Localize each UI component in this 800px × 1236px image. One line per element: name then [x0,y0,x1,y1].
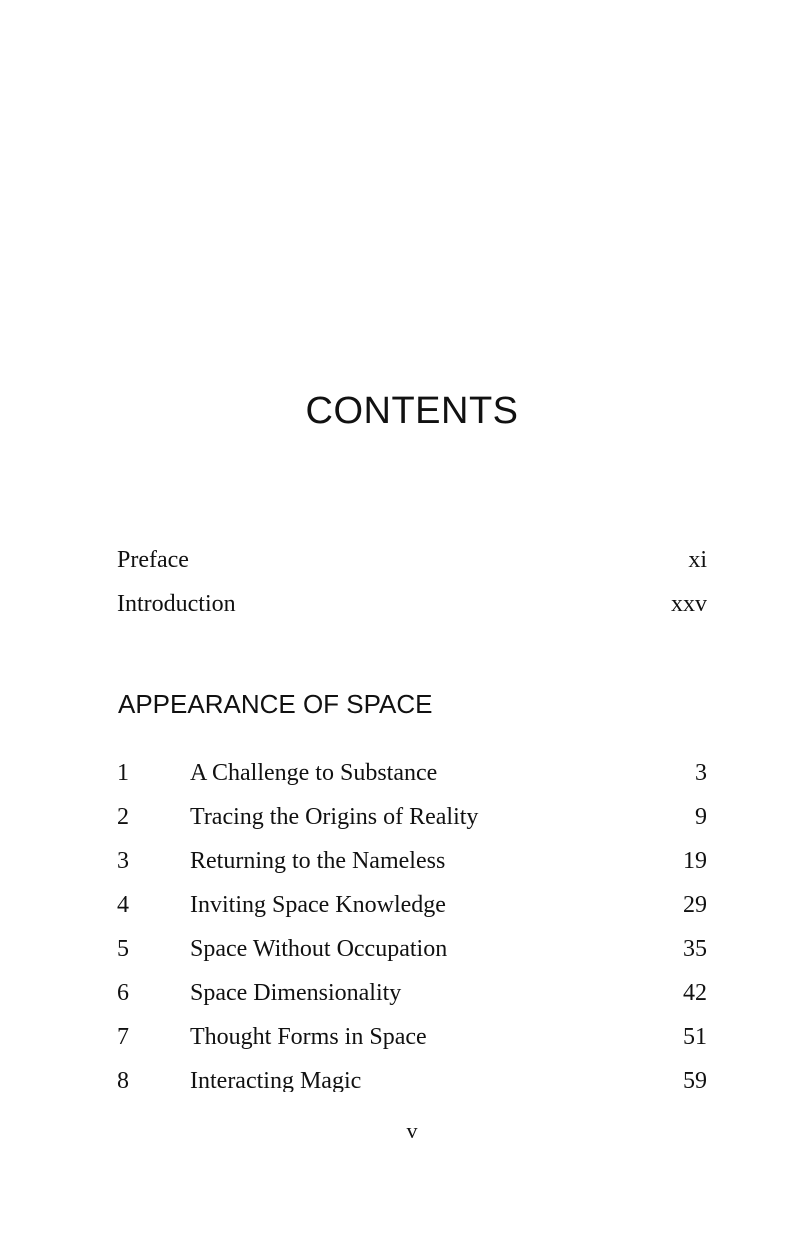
front-matter-list [117,543,707,631]
entry-title: Introduction [117,591,236,617]
toc-entry-chapter-2[interactable] [117,800,707,844]
chapter-page-number: 9 [695,804,707,830]
chapter-title: A Challenge to Substance [190,760,438,786]
chapter-number: 7 [117,1024,129,1050]
chapter-page-number: 3 [695,760,707,786]
chapter-page-number: 19 [683,848,707,874]
chapter-number: 4 [117,892,129,918]
chapter-title: Space Without Occupation [190,936,448,962]
chapter-number: 5 [117,936,129,962]
entry-title: Preface [117,547,189,573]
chapter-title: Inviting Space Knowledge [190,892,446,918]
toc-entry-introduction[interactable] [117,587,707,631]
toc-entry-chapter-3[interactable] [117,844,707,888]
folio-page-number: v [406,1118,418,1143]
chapter-title: Space Dimensionality [190,980,402,1006]
chapter-title: Interacting Magic [190,1068,362,1092]
chapter-number: 1 [117,760,129,786]
chapter-number: 8 [117,1068,129,1092]
toc-entry-preface[interactable] [117,543,707,587]
toc-entry-chapter-4[interactable] [117,888,707,932]
toc-entry-chapter-5[interactable] [117,932,707,976]
chapter-page-number: 59 [683,1068,707,1092]
entry-page-number: xxv [671,591,707,617]
chapter-page-number: 42 [683,980,707,1006]
chapter-title: Thought Forms in Space [190,1024,427,1050]
chapter-page-number: 35 [683,936,707,962]
chapter-title: Tracing the Origins of Reality [190,804,479,830]
entry-page-number: xi [688,547,707,573]
toc-entry-chapter-7[interactable] [117,1020,707,1064]
chapter-number: 3 [117,848,129,874]
toc-entry-chapter-1[interactable] [117,756,707,800]
toc-entry-chapter-8[interactable] [117,1064,707,1092]
chapter-title: Returning to the Nameless [190,848,446,874]
chapter-number: 6 [117,980,129,1006]
chapter-page-number: 29 [683,892,707,918]
chapter-page-number: 51 [683,1024,707,1050]
toc-entry-chapter-6[interactable] [117,976,707,1020]
chapter-list [117,756,707,1092]
page-title: CONTENTS [305,390,519,432]
section-heading: APPEARANCE OF SPACE [118,689,433,719]
chapter-number: 2 [117,804,129,830]
